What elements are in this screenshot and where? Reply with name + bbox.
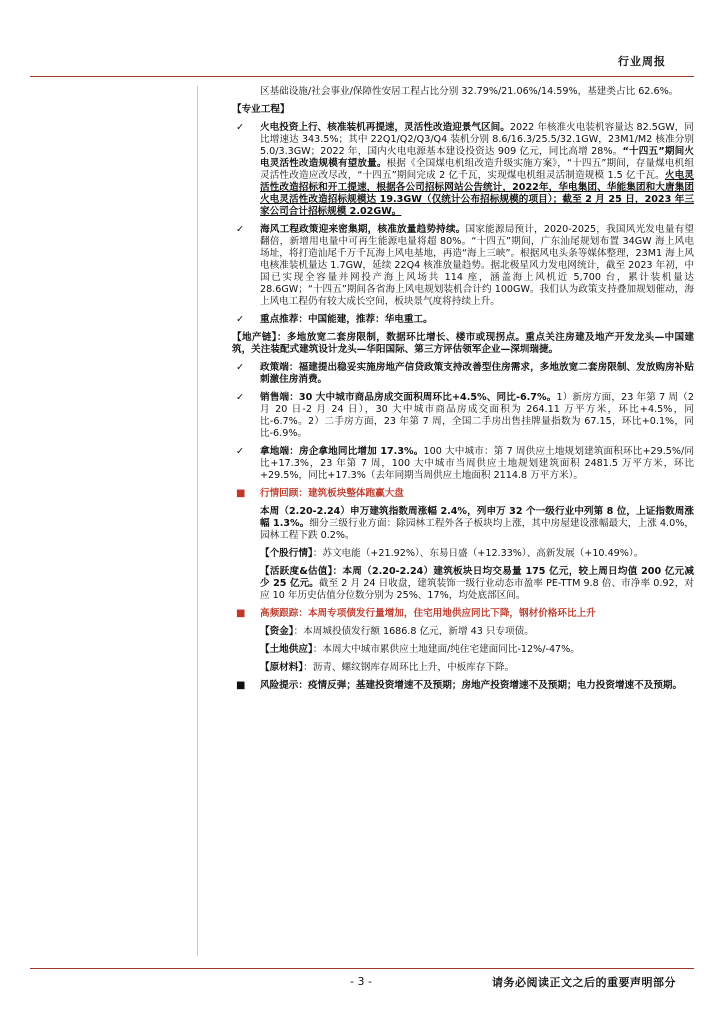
key-recommendation-text: 重点推荐：中国能建，推荐：华电重工。: [260, 314, 433, 325]
index-lead: 本周（2.20-2.24）申万建筑指数周涨幅 2.4%，列申万 32 个一级行业中列第 8 位，上证指数周涨幅 1.3%。: [260, 506, 694, 529]
thermal-power-body: 2022 年核准火电装机容量达 82.5GW，同比增速达 343.5%；其中 22Q1/Q2/Q3/Q4 装机分别 8.6/16.3/25.5/32.1GW，23M1/M2 核准分别 5.0/3.3GW；2022 年，国内火电电源基本建设投资达 909 亿元，同比高增 28%。: [260, 122, 695, 157]
land-body: 100 大中城市：第 7 周供应土地规划建筑面积环比+29.5%/同比+17.3%，23 年第 7 周，100 大中城市当周供应土地规划建筑面积 2481.5 万平方米，环比+29.5%，同比+17.3%（去年同期当周供应土地面积 2114.8 万平方米）。: [260, 446, 694, 481]
policy-text: 政策端：福建提出稳妥实施房地产信贷政策支持改善型住房需求，多地放宽二套房限制、发放购房补贴刺激住房消费。: [260, 362, 694, 385]
bullet-offshore-wind: [232, 224, 694, 308]
header-divider: [30, 76, 694, 77]
section-heading-special-engineering: 【专业工程】: [232, 104, 290, 115]
sales-body: 1）新房方面，23 年第 7 周（2 月 20 日-2 月 24 日），30 大中城市商品房成交面积为 264.11 万平方米，环比+4.5%，同比-6.7%。2）二手房方面，23 年第 7 周，全国二手房出售挂牌量指数为 67.15，环比+0.1%，同比-6.9%。: [260, 392, 694, 439]
land-supply-label: 【土地供应】: [260, 644, 313, 655]
section-market-review: [232, 488, 694, 500]
left-column-divider: [197, 86, 198, 956]
disclaimer-note: 请务必阅读正文之后的重要声明部分: [492, 976, 676, 989]
materials-label: 【原材料】: [260, 662, 304, 673]
thermal-power-body-2: 根据《全国煤电机组改造升级实施方案》，“十四五”期间，存量煤电机组灵活性改造应改尽改，“十四五”期间完成 2 亿千瓦，实现煤电机组灵活制造规模 1.5 亿千瓦。: [260, 158, 695, 181]
materials-item: [232, 662, 694, 674]
bullet-thermal-power: [232, 122, 694, 218]
high-frequency-heading: 高频跟踪：本周专项债发行量增加，住宅用地供应同比下降，钢材价格环比上升: [260, 608, 596, 619]
check-icon: ✓: [236, 446, 245, 457]
land-lead: 拿地端：房企拿地同比增加 17.3%。: [260, 446, 424, 457]
bullet-sales: [232, 392, 694, 440]
market-review-index: [232, 506, 694, 542]
section-high-frequency: [232, 608, 694, 620]
thermal-power-lead: 火电投资上行、核准装机再提速，灵活性改造迎景气区间。: [260, 122, 510, 133]
page-number: - 3 -: [350, 975, 372, 988]
check-icon: ✓: [236, 314, 245, 325]
check-icon: ✓: [236, 224, 245, 235]
stock-performance: [232, 548, 694, 560]
land-supply-body: ：本周大中城市累供应土地建面/纯住宅建面同比-12%/-47%。: [312, 644, 580, 655]
bullet-policy: [232, 362, 694, 386]
risk-warning: [232, 680, 694, 692]
activity-lead: 【活跃度&估值】：本周（2.20-2.24）建筑板块日均交易量 175 亿元，较上周日均值 200 亿元减少 25 亿元。: [260, 566, 694, 589]
report-body: [232, 86, 694, 698]
stock-body: ：苏文电能（+21.92%）、东易日盛（+12.33%）、高新发展（+10.49%）。: [312, 548, 644, 559]
activity-body: 截至 2 月 24 日收盘，建筑装饰一级行业动态市盈率 PE-TTM 9.8 倍、市净率 0.92，对应 10 年历史估值分位数分别为 25%、17%，均处底部区间。: [260, 578, 694, 601]
sales-lead: 销售端：30 大中城市商品房成交面积周环比+4.5%、同比-6.7%。: [260, 392, 557, 403]
check-icon: ✓: [236, 122, 245, 133]
offshore-wind-body: 国家能源局预计，2020-2025，我国风光发电量有望翻倍，新增用电量中可再生能源电量将超 80%。“十四五”期间，广东汕尾规划布置 34GW 海上风电场址，将打造汕尾千万千瓦海上风电基地，再造“海上三峡”。根据风电头条等媒体整理，23M1 海上风电核准装机量达 1.7GW，延续 22Q4 核准放量趋势。据北极星风力发电网统计，截至 2023 年初，中国已实现全容量并网投产海上风场共 114 座，涵盖海上风机近 5,700 台，累计装机量达 28.6GW；“十四五”期间各省海上风电规划装机合计约 100GW。我们认为政策支持叠加规划催动，海上风电工程仍有较大成长空间，板块景气度将持续上升。: [260, 224, 695, 307]
thermal-power-bold-2: 火电灵活性改造招标和开工提速，根据各公司招标网站公告统计，2022年，华电集团、华能集团和大唐集团火电灵活性改造招标规模达 19.3GW（仅统计公布招标规模的项目）；截至 2 月 25 日，2023 年三家公司合计招标规模 2.02GW。: [260, 170, 695, 217]
materials-body: ：沥青、螺纹钢库存周环比上升，中板库存下降。: [303, 662, 515, 673]
square-bullet-icon: ■: [236, 608, 246, 619]
bullet-key-recommendation: [232, 314, 694, 326]
footer-divider: [30, 968, 694, 969]
capital-item: [232, 626, 694, 638]
land-supply-item: [232, 644, 694, 656]
risk-text: 风险提示：疫情反弹；基建投资增速不及预期；房地产投资增速不及预期；电力投资增速不及预期。: [260, 680, 683, 691]
activity-valuation: [232, 566, 694, 602]
capital-label: 【资金】: [260, 626, 294, 637]
intro-line: 区基础设施/社会事业/保障性安居工程占比分别 32.79%/21.06%/14.59%，基建类占比 62.6%。: [260, 86, 679, 97]
check-icon: ✓: [236, 392, 245, 403]
market-review-heading: 行情回顾：建筑板块整体跑赢大盘: [260, 488, 404, 499]
stock-label: 【个股行情】: [260, 548, 313, 559]
header-title: 行业周报: [618, 55, 666, 68]
square-bullet-icon: ■: [236, 680, 246, 691]
index-body: 细分三级行业方面：除园林工程外各子板块均上涨，其中房屋建设涨幅最大，上涨 4.0%，园林工程下跌 0.2%。: [260, 518, 694, 541]
capital-body: ：本周城投债发行额 1686.8 亿元，新增 43 只专项债。: [293, 626, 534, 637]
bullet-land: [232, 446, 694, 482]
real-estate-chain: 【地产链】：多地放宽二套房限制，数据环比增长、楼市或现拐点。重点关注房建及地产开发龙头—中国建筑，关注装配式建筑设计龙头—华阳国际、第三方评估领军企业—深圳瑞捷。: [232, 332, 694, 355]
thermal-power-bold-1: “十四五”期间火电灵活性改造规模有望放量。: [260, 146, 694, 169]
square-bullet-icon: ■: [236, 488, 246, 499]
check-icon: ✓: [236, 362, 245, 373]
offshore-wind-lead: 海风工程政策迎来密集期，核准放量趋势持续。: [260, 224, 466, 235]
